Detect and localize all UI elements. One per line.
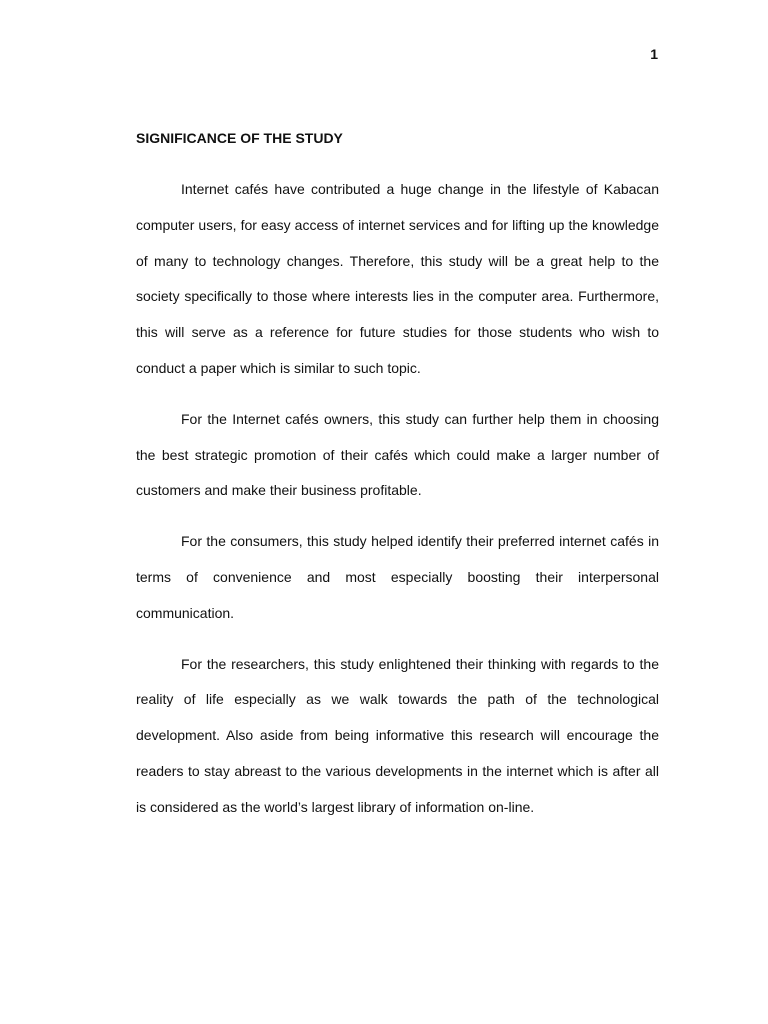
paragraph-researchers: For the researchers, this study enlightened their thinking with regards to the reality of life especially as we walk towards the path of the technological development. Also aside from being informative this research will encourage the readers to stay abreast to the various developments in the internet which is after all is considered as the world’s largest library of information on-line. [136, 655, 659, 815]
paragraph-cafe-owners: For the Internet cafés owners, this study can further help them in choosing the best strategic promotion of their cafés which could make a larger number of customers and make their business profitable. [136, 410, 659, 499]
paragraph-significance: Internet cafés have contributed a huge change in the lifestyle of Kabacan computer users, for easy access of internet services and for lifting up the knowledge of many to technology changes. Therefore, this study will be a great help to the society specifically to those where interests lies in the computer area. Furthermore, this will serve as a reference for future studies for those students who wish to conduct a paper which is similar to such topic. [136, 181, 659, 376]
section-heading: SIGNIFICANCE OF THE STUDY [136, 130, 343, 146]
document-body [136, 126, 659, 841]
paragraph-consumers: For the consumers, this study helped identify their preferred internet cafés in terms of convenience and most especially boosting their interpersonal communication. [136, 533, 659, 621]
page-number: 1 [650, 46, 658, 62]
